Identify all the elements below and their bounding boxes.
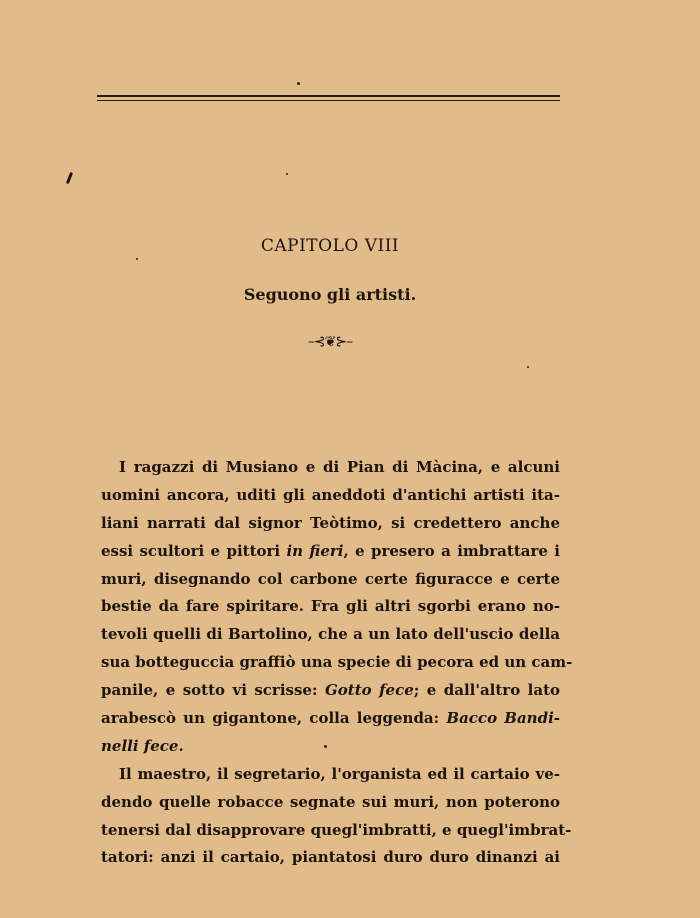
ornament-divider: –⊰❦⊱– — [307, 334, 353, 350]
chapter-title: CAPITOLO VIII — [260, 236, 400, 256]
text-line: nelli fece. — [101, 736, 184, 755]
text-line: I ragazzi di Musiano e di Pian di Màcina, e alcuni — [119, 458, 560, 476]
text-line: tatori: anzi il cartaio, piantatosi duro duro dinanzi ai — [101, 848, 560, 867]
text-line: bestie da fare spiritare. Fra gli altri sgorbi erano no- — [101, 597, 560, 616]
italic-text: nelli fece — [101, 736, 179, 755]
text-line: liani narrati dal signor Teòtimo, si credettero anche — [101, 513, 560, 532]
text-line: tevoli quelli di Bartolino, che a un lato dell'uscio della — [101, 625, 560, 644]
rule-thin — [97, 100, 560, 101]
text-line: Il maestro, il segretario, l'organista ed il cartaio ve- — [119, 764, 560, 783]
ink-mark — [66, 172, 73, 184]
text-line: muri, disegnando col carbone certe figuracce e certe — [101, 569, 560, 588]
header-rule — [97, 95, 560, 101]
paper-speck — [324, 745, 327, 748]
text-line: sua botteguccia graffiò una specie di pecora ed un cam- — [101, 653, 573, 672]
paper-speck — [527, 366, 529, 368]
body-text — [101, 454, 573, 872]
paper-speck — [136, 258, 138, 260]
text-line: essi scultori e pittori in fieri, e presero a imbrattare i — [101, 541, 560, 560]
text-line: panile, e sotto vi scrisse: Gotto fece; e dall'altro lato — [101, 681, 560, 700]
text-line: arabescò un gigantone, colla leggenda: Bacco Bandi- — [101, 709, 561, 728]
text-line: uomini ancora, uditi gli aneddoti d'antichi artisti ita- — [101, 485, 560, 504]
chapter-subtitle: Seguono gli artisti. — [243, 285, 417, 304]
text-line: tenersi dal disapprovare quegl'imbratti, e quegl'imbrat- — [101, 820, 572, 839]
rule-thick — [97, 95, 560, 97]
paper-speck — [286, 173, 288, 175]
italic-text: Bacco Bandi- — [446, 709, 561, 728]
paper-speck — [297, 82, 300, 85]
italic-text: Gotto fece — [324, 681, 414, 700]
italic-text: in fieri — [286, 541, 344, 560]
text-line: dendo quelle robacce segnate sui muri, non poterono — [101, 792, 560, 811]
